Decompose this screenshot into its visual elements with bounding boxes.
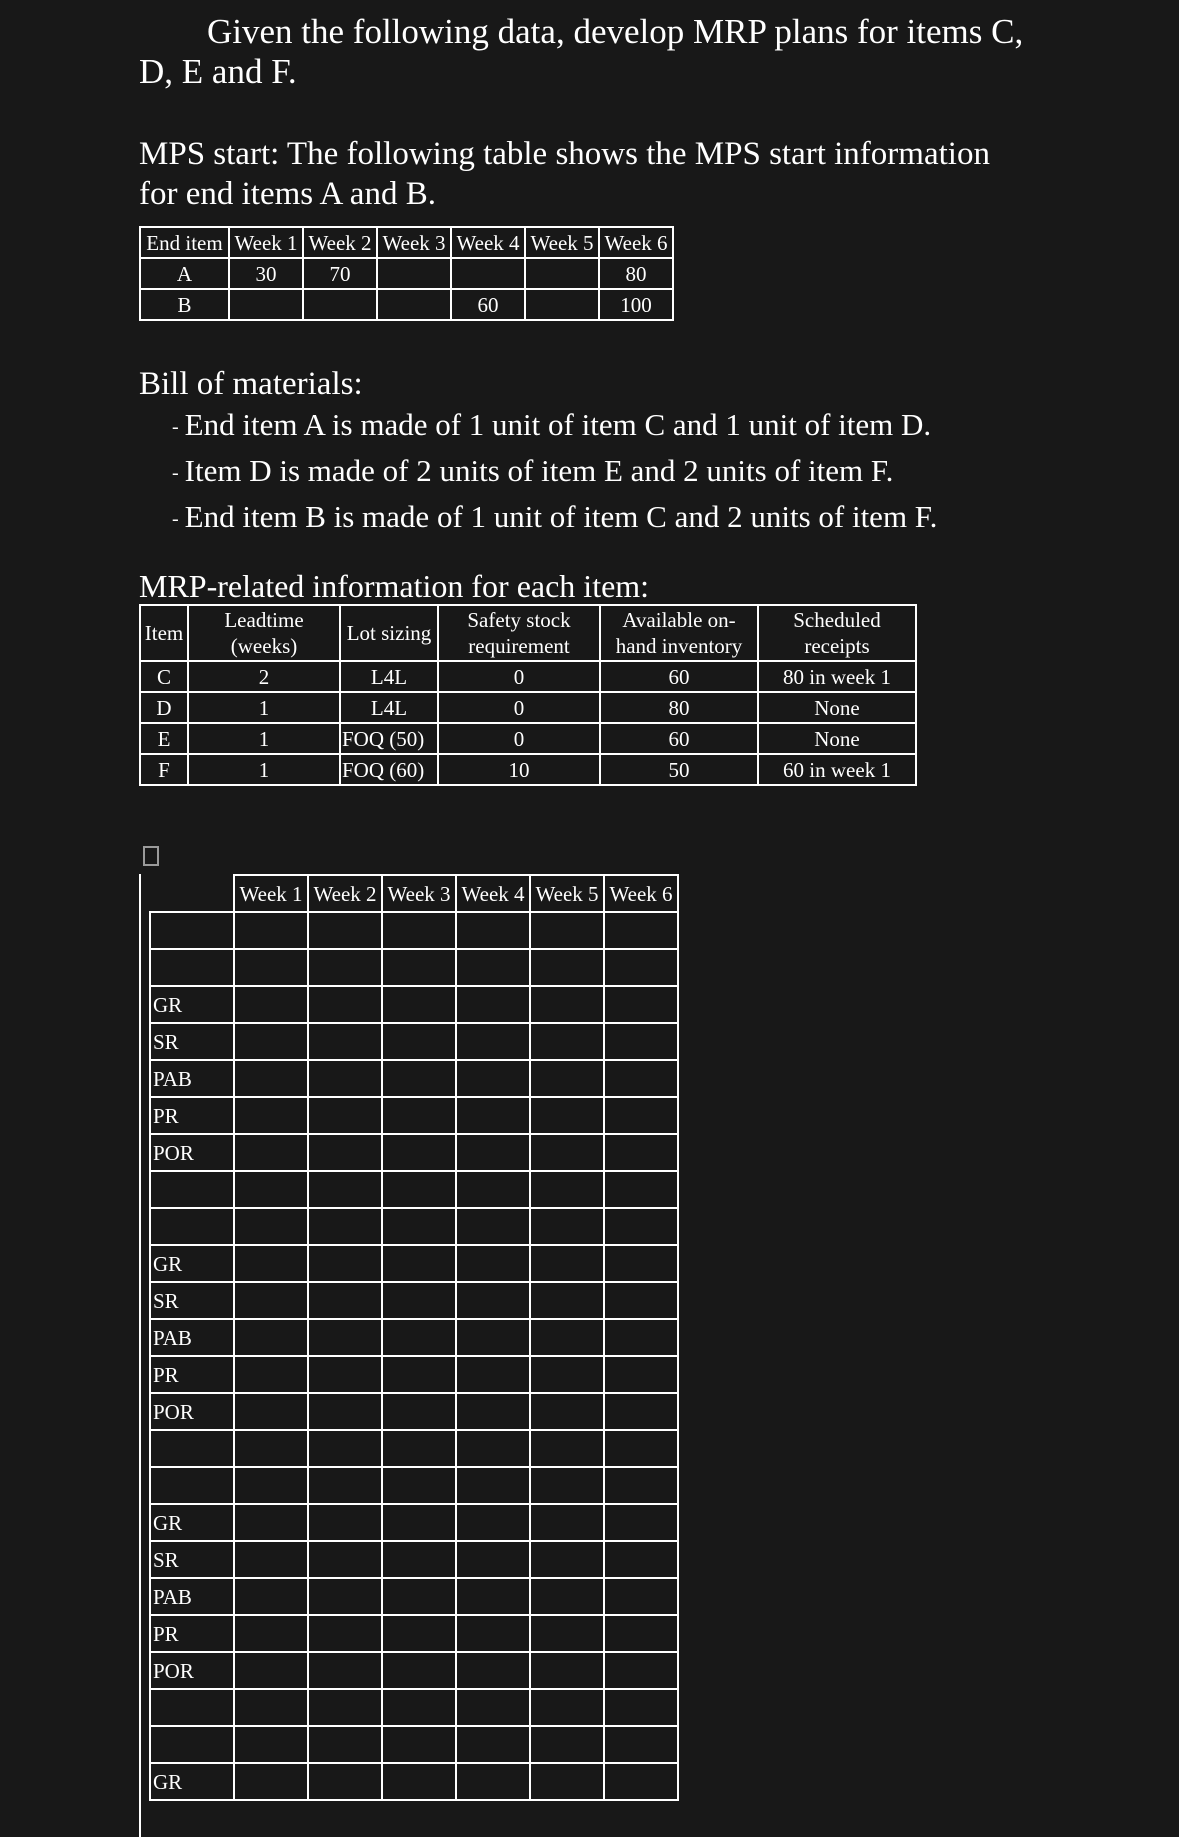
plan-grid-cell[interactable] [456, 1578, 530, 1615]
plan-grid-row [150, 949, 678, 986]
mrp-info-header-safety-stock [438, 605, 600, 661]
plan-grid-cell[interactable] [234, 1245, 308, 1282]
plan-grid-cell[interactable] [604, 986, 678, 1023]
plan-grid-cell[interactable] [382, 949, 456, 986]
plan-grid-cell[interactable] [530, 1726, 604, 1763]
plan-grid-row-label [150, 1467, 234, 1504]
mrp-info-header-leadtime [188, 605, 340, 661]
plan-grid-cell[interactable] [456, 1393, 530, 1430]
plan-grid-cell[interactable] [308, 1615, 382, 1652]
bom-item-text: End item A is made of 1 unit of item C and 1 unit of item D. [184, 407, 932, 442]
plan-grid-row-label: PR [150, 1097, 234, 1134]
mrp-info-header-row [140, 605, 916, 661]
plan-grid-cell[interactable] [530, 1134, 604, 1171]
header-text: requirement [468, 634, 570, 658]
plan-grid-cell[interactable] [604, 1504, 678, 1541]
plan-grid-row-label [150, 1689, 234, 1726]
plan-grid-row-label: POR [150, 1134, 234, 1171]
plan-grid-cell[interactable] [604, 1430, 678, 1467]
header-text: receipts [804, 634, 870, 658]
plan-grid-cell[interactable] [530, 1060, 604, 1097]
plan-grid-cell[interactable] [530, 1245, 604, 1282]
plan-grid-cell[interactable] [234, 986, 308, 1023]
mrp-info-table [139, 604, 917, 786]
mrp-info-cell: 80 [600, 692, 758, 723]
plan-grid-cell[interactable] [234, 1430, 308, 1467]
mrp-plan-grid [149, 874, 679, 1801]
header-text: Lot sizing [346, 621, 432, 645]
plan-grid-cell[interactable] [456, 1504, 530, 1541]
plan-grid-row-label [150, 1430, 234, 1467]
plan-grid-cell[interactable] [456, 1097, 530, 1134]
plan-grid-cell[interactable] [382, 1467, 456, 1504]
mps-cell [229, 289, 303, 320]
mrp-info-cell: L4L [340, 692, 438, 723]
plan-grid-cell[interactable] [456, 1356, 530, 1393]
plan-grid-row [150, 1504, 678, 1541]
mps-cell: 80 [599, 258, 673, 289]
plan-grid-row-label [150, 1726, 234, 1763]
plan-grid-cell[interactable] [456, 1023, 530, 1060]
plan-grid-cell[interactable] [308, 1060, 382, 1097]
intro-line-1: Given the following data, develop MRP plans for items C, [207, 12, 1024, 51]
plan-grid-cell[interactable] [604, 1467, 678, 1504]
plan-grid-cell[interactable] [234, 949, 308, 986]
plan-grid-row [150, 1430, 678, 1467]
plan-grid-cell[interactable] [234, 1578, 308, 1615]
mrp-info-cell: 60 [600, 661, 758, 692]
plan-grid-cell[interactable] [456, 1134, 530, 1171]
mrp-info-cell: FOQ (60) [340, 754, 438, 785]
mps-intro-text [139, 134, 1059, 214]
plan-grid-row [150, 912, 678, 949]
plan-grid-cell[interactable] [456, 1726, 530, 1763]
plan-grid-cell[interactable] [382, 1430, 456, 1467]
plan-grid-row-label [150, 949, 234, 986]
plan-grid-cell[interactable] [234, 1134, 308, 1171]
plan-grid-row-label: POR [150, 1393, 234, 1430]
plan-grid-row [150, 1356, 678, 1393]
plan-grid-cell[interactable] [530, 1319, 604, 1356]
mps-intro-line-1: MPS start: The following table shows the MPS start information [139, 136, 990, 172]
plan-grid-row [150, 986, 678, 1023]
plan-grid-cell[interactable] [604, 1134, 678, 1171]
mrp-info-cell: None [758, 692, 916, 723]
plan-grid-cell[interactable] [234, 1356, 308, 1393]
plan-grid-cell[interactable] [382, 1171, 456, 1208]
mrp-info-cell: FOQ (50) [340, 723, 438, 754]
plan-grid-cell[interactable] [308, 1467, 382, 1504]
plan-grid-row [150, 1245, 678, 1282]
mps-header-cell: End item [140, 227, 229, 258]
plan-grid-cell[interactable] [456, 1689, 530, 1726]
mrp-plan-grid-container [139, 874, 679, 1837]
plan-grid-cell[interactable] [382, 912, 456, 949]
plan-grid-row [150, 1208, 678, 1245]
plan-grid-cell[interactable] [604, 912, 678, 949]
mrp-info-cell: 1 [188, 692, 340, 723]
bom-bullet: - [172, 416, 179, 438]
plan-grid-cell[interactable] [308, 1134, 382, 1171]
plan-grid-row [150, 1615, 678, 1652]
bom-title: Bill of materials: [139, 366, 363, 402]
plan-grid-cell[interactable] [604, 1097, 678, 1134]
plan-grid-cell[interactable] [456, 1615, 530, 1652]
plan-grid-cell[interactable] [456, 912, 530, 949]
plan-grid-row-label [150, 912, 234, 949]
plan-grid-cell[interactable] [456, 1541, 530, 1578]
plan-grid-row-label: PAB [150, 1060, 234, 1097]
plan-grid-cell[interactable] [604, 1578, 678, 1615]
plan-grid-cell[interactable] [234, 1393, 308, 1430]
mrp-info-cell: 50 [600, 754, 758, 785]
header-text: (weeks) [230, 634, 298, 658]
plan-grid-cell[interactable] [308, 1356, 382, 1393]
bom-item [172, 450, 937, 496]
plan-grid-cell[interactable] [308, 1097, 382, 1134]
mrp-info-cell: E [140, 723, 188, 754]
header-text: hand inventory [615, 634, 743, 658]
mrp-info-header-lot-sizing [340, 605, 438, 661]
mps-cell [525, 258, 599, 289]
plan-grid-cell[interactable] [604, 1023, 678, 1060]
plan-grid-cell[interactable] [530, 1356, 604, 1393]
plan-grid-row [150, 1171, 678, 1208]
mps-cell [303, 289, 377, 320]
plan-grid-row [150, 1393, 678, 1430]
plan-grid-cell[interactable] [382, 1652, 456, 1689]
plan-grid-cell[interactable] [382, 1060, 456, 1097]
plan-grid-cell[interactable] [604, 1763, 678, 1800]
mrp-info-cell: 60 in week 1 [758, 754, 916, 785]
plan-grid-row-label: GR [150, 1763, 234, 1800]
mps-cell: 60 [451, 289, 525, 320]
plan-grid-cell[interactable] [308, 1208, 382, 1245]
plan-grid-cell[interactable] [382, 1578, 456, 1615]
mrp-info-title: MRP-related information for each item: [139, 568, 650, 604]
plan-grid-header-cell: Week 1 [234, 875, 308, 912]
header-text: Leadtime [224, 608, 304, 632]
plan-grid-cell[interactable] [456, 1245, 530, 1282]
plan-grid-cell[interactable] [308, 1652, 382, 1689]
plan-grid-row [150, 1578, 678, 1615]
plan-grid-row [150, 1541, 678, 1578]
plan-grid-cell[interactable] [234, 1171, 308, 1208]
plan-grid-row-label: POR [150, 1652, 234, 1689]
plan-grid-cell[interactable] [530, 1282, 604, 1319]
mrp-info-cell: F [140, 754, 188, 785]
plan-grid-cell[interactable] [530, 1171, 604, 1208]
plan-grid-cell[interactable] [530, 912, 604, 949]
plan-grid-cell[interactable] [382, 986, 456, 1023]
plan-grid-row-label: SR [150, 1282, 234, 1319]
plan-grid-row [150, 1134, 678, 1171]
mps-cell [377, 258, 451, 289]
plan-grid-row [150, 1060, 678, 1097]
plan-grid-header-cell: Week 4 [456, 875, 530, 912]
plan-grid-cell[interactable] [308, 986, 382, 1023]
mps-header-row [140, 227, 673, 258]
plan-grid-cell[interactable] [530, 1763, 604, 1800]
plan-grid-cell[interactable] [308, 949, 382, 986]
plan-grid-cell[interactable] [382, 1541, 456, 1578]
mrp-info-cell: D [140, 692, 188, 723]
plan-grid-cell[interactable] [382, 1356, 456, 1393]
plan-grid-cell[interactable] [456, 1652, 530, 1689]
mps-header-cell: Week 6 [599, 227, 673, 258]
plan-grid-body [150, 912, 678, 1800]
plan-grid-cell[interactable] [456, 1319, 530, 1356]
header-text: Item [144, 621, 184, 645]
plan-grid-cell[interactable] [530, 1689, 604, 1726]
mrp-info-cell: L4L [340, 661, 438, 692]
plan-grid-cell[interactable] [456, 1282, 530, 1319]
plan-grid-row [150, 1023, 678, 1060]
plan-grid-cell[interactable] [604, 1282, 678, 1319]
mps-cell: 100 [599, 289, 673, 320]
plan-grid-cell[interactable] [456, 1430, 530, 1467]
plan-grid-cell[interactable] [308, 1689, 382, 1726]
mrp-info-cell: C [140, 661, 188, 692]
plan-grid-cell[interactable] [530, 949, 604, 986]
plan-grid-cell[interactable] [308, 1763, 382, 1800]
plan-grid-cell[interactable] [234, 1541, 308, 1578]
plan-grid-cell[interactable] [308, 1319, 382, 1356]
plan-grid-cell[interactable] [456, 949, 530, 986]
plan-grid-cell[interactable] [604, 1652, 678, 1689]
plan-grid-cell[interactable] [604, 1171, 678, 1208]
mrp-info-header-scheduled-receipts [758, 605, 916, 661]
mps-cell [525, 289, 599, 320]
mps-row [140, 258, 673, 289]
plan-grid-cell[interactable] [604, 1319, 678, 1356]
plan-grid-row [150, 1689, 678, 1726]
plan-grid-cell[interactable] [530, 1208, 604, 1245]
plan-grid-row [150, 1097, 678, 1134]
plan-grid-cell[interactable] [308, 1504, 382, 1541]
bom-item [172, 404, 937, 450]
plan-grid-cell[interactable] [382, 1689, 456, 1726]
plan-grid-row [150, 1467, 678, 1504]
mps-intro-line-2: for end items A and B. [139, 176, 436, 212]
header-text: Scheduled [793, 608, 881, 632]
mps-header-cell: Week 5 [525, 227, 599, 258]
plan-grid-cell[interactable] [530, 1393, 604, 1430]
plan-grid-cell[interactable] [234, 1763, 308, 1800]
plan-grid-cell[interactable] [604, 1541, 678, 1578]
plan-grid-row-label: PR [150, 1356, 234, 1393]
mrp-info-cell: 0 [438, 661, 600, 692]
bom-bullet: - [172, 462, 179, 484]
mrp-info-cell: 0 [438, 723, 600, 754]
plan-grid-cell[interactable] [234, 912, 308, 949]
plan-grid-row-label: GR [150, 986, 234, 1023]
plan-grid-cell[interactable] [234, 1060, 308, 1097]
mrp-info-cell: 1 [188, 723, 340, 754]
plan-grid-row [150, 1763, 678, 1800]
mrp-info-row [140, 661, 916, 692]
plan-grid-cell[interactable] [530, 986, 604, 1023]
plan-grid-row-label: SR [150, 1023, 234, 1060]
plan-grid-cell[interactable] [382, 1615, 456, 1652]
plan-grid-cell[interactable] [530, 1578, 604, 1615]
plan-grid-cell[interactable] [234, 1319, 308, 1356]
plan-grid-cell[interactable] [530, 1504, 604, 1541]
plan-grid-cell[interactable] [234, 1652, 308, 1689]
plan-grid-header-cell: Week 3 [382, 875, 456, 912]
plan-grid-cell[interactable] [382, 1208, 456, 1245]
plan-grid-cell[interactable] [382, 1023, 456, 1060]
mps-table [139, 226, 674, 321]
plan-grid-header-cell: Week 2 [308, 875, 382, 912]
plan-grid-cell[interactable] [456, 1060, 530, 1097]
mrp-info-cell: 10 [438, 754, 600, 785]
plan-grid-cell[interactable] [382, 1726, 456, 1763]
mrp-info-header-item [140, 605, 188, 661]
plan-grid-cell[interactable] [234, 1282, 308, 1319]
mrp-info-cell: 80 in week 1 [758, 661, 916, 692]
mps-cell: 70 [303, 258, 377, 289]
plan-grid-row-label: PAB [150, 1578, 234, 1615]
checkbox-icon[interactable] [143, 846, 159, 866]
bom-item [172, 496, 937, 542]
plan-grid-cell[interactable] [308, 1578, 382, 1615]
header-text: Available on- [622, 608, 736, 632]
plan-grid-cell[interactable] [308, 1171, 382, 1208]
plan-grid-cell[interactable] [308, 1023, 382, 1060]
plan-grid-cell[interactable] [308, 1430, 382, 1467]
plan-grid-cell[interactable] [382, 1282, 456, 1319]
mrp-info-row [140, 754, 916, 785]
plan-grid-cell[interactable] [456, 1171, 530, 1208]
mps-header-cell: Week 4 [451, 227, 525, 258]
plan-grid-row [150, 1319, 678, 1356]
plan-grid-cell[interactable] [530, 1615, 604, 1652]
mrp-info-header-on-hand [600, 605, 758, 661]
bom-bullet: - [172, 508, 179, 530]
plan-grid-cell[interactable] [604, 1208, 678, 1245]
mrp-info-cell: 2 [188, 661, 340, 692]
plan-grid-header-cell: Week 6 [604, 875, 678, 912]
plan-grid-cell[interactable] [530, 1652, 604, 1689]
plan-grid-cell[interactable] [604, 949, 678, 986]
plan-grid-cell[interactable] [382, 1393, 456, 1430]
plan-grid-cell[interactable] [308, 1282, 382, 1319]
plan-grid-cell[interactable] [382, 1763, 456, 1800]
bom-item-text: End item B is made of 1 unit of item C and 2 units of item F. [184, 499, 938, 534]
mps-cell [451, 258, 525, 289]
plan-grid-cell[interactable] [456, 1208, 530, 1245]
plan-grid-cell[interactable] [234, 1208, 308, 1245]
plan-grid-row-label: PAB [150, 1319, 234, 1356]
mrp-info-row [140, 723, 916, 754]
plan-grid-cell[interactable] [604, 1689, 678, 1726]
plan-grid-row-label: GR [150, 1245, 234, 1282]
plan-grid-row [150, 1282, 678, 1319]
plan-grid-cell[interactable] [604, 1060, 678, 1097]
mps-row [140, 289, 673, 320]
plan-grid-cell[interactable] [382, 1245, 456, 1282]
bom-item-text: Item D is made of 2 units of item E and 2 units of item F. [184, 453, 894, 488]
plan-grid-row [150, 1652, 678, 1689]
plan-grid-cell[interactable] [308, 1541, 382, 1578]
plan-grid-cell[interactable] [456, 1467, 530, 1504]
plan-grid-cell[interactable] [530, 1430, 604, 1467]
mps-cell: B [140, 289, 229, 320]
plan-grid-cell[interactable] [308, 1393, 382, 1430]
plan-grid-cell[interactable] [234, 1726, 308, 1763]
plan-grid-row [150, 1726, 678, 1763]
mrp-info-cell: 0 [438, 692, 600, 723]
mps-cell: A [140, 258, 229, 289]
plan-grid-cell[interactable] [382, 1134, 456, 1171]
plan-grid-header-row [150, 875, 678, 912]
plan-grid-cell[interactable] [234, 1504, 308, 1541]
plan-grid-header-cell: Week 5 [530, 875, 604, 912]
plan-grid-cell[interactable] [382, 1504, 456, 1541]
plan-grid-cell[interactable] [308, 1245, 382, 1282]
plan-grid-cell[interactable] [604, 1393, 678, 1430]
plan-grid-cell[interactable] [530, 1023, 604, 1060]
mrp-info-cell: 1 [188, 754, 340, 785]
mps-header-cell: Week 2 [303, 227, 377, 258]
plan-grid-cell[interactable] [604, 1356, 678, 1393]
mrp-info-cell: None [758, 723, 916, 754]
plan-grid-cell[interactable] [530, 1541, 604, 1578]
plan-grid-cell[interactable] [234, 1615, 308, 1652]
mrp-info-row [140, 692, 916, 723]
plan-grid-cell[interactable] [382, 1319, 456, 1356]
mps-header-cell: Week 1 [229, 227, 303, 258]
plan-grid-cell[interactable] [604, 1245, 678, 1282]
plan-grid-row-label: PR [150, 1615, 234, 1652]
mrp-info-cell: 60 [600, 723, 758, 754]
plan-grid-cell[interactable] [234, 1023, 308, 1060]
plan-grid-cell[interactable] [308, 1726, 382, 1763]
bom-list [172, 404, 937, 542]
plan-grid-cell[interactable] [530, 1097, 604, 1134]
plan-grid-cell[interactable] [456, 1763, 530, 1800]
plan-grid-row-label [150, 1171, 234, 1208]
mps-cell: 30 [229, 258, 303, 289]
mps-header-cell: Week 3 [377, 227, 451, 258]
plan-grid-cell[interactable] [604, 1726, 678, 1763]
plan-grid-row-label: GR [150, 1504, 234, 1541]
plan-grid-corner-cell [150, 875, 234, 912]
plan-grid-cell[interactable] [234, 1467, 308, 1504]
plan-grid-cell[interactable] [234, 1097, 308, 1134]
plan-grid-cell[interactable] [382, 1097, 456, 1134]
intro-text [139, 12, 1059, 92]
mps-cell [377, 289, 451, 320]
plan-grid-cell[interactable] [234, 1689, 308, 1726]
plan-grid-cell[interactable] [530, 1467, 604, 1504]
plan-grid-row-label [150, 1208, 234, 1245]
plan-grid-cell[interactable] [308, 912, 382, 949]
plan-grid-cell[interactable] [604, 1615, 678, 1652]
plan-grid-row-label: SR [150, 1541, 234, 1578]
intro-line-2: D, E and F. [139, 52, 297, 91]
plan-grid-cell[interactable] [456, 986, 530, 1023]
header-text: Safety stock [467, 608, 571, 632]
